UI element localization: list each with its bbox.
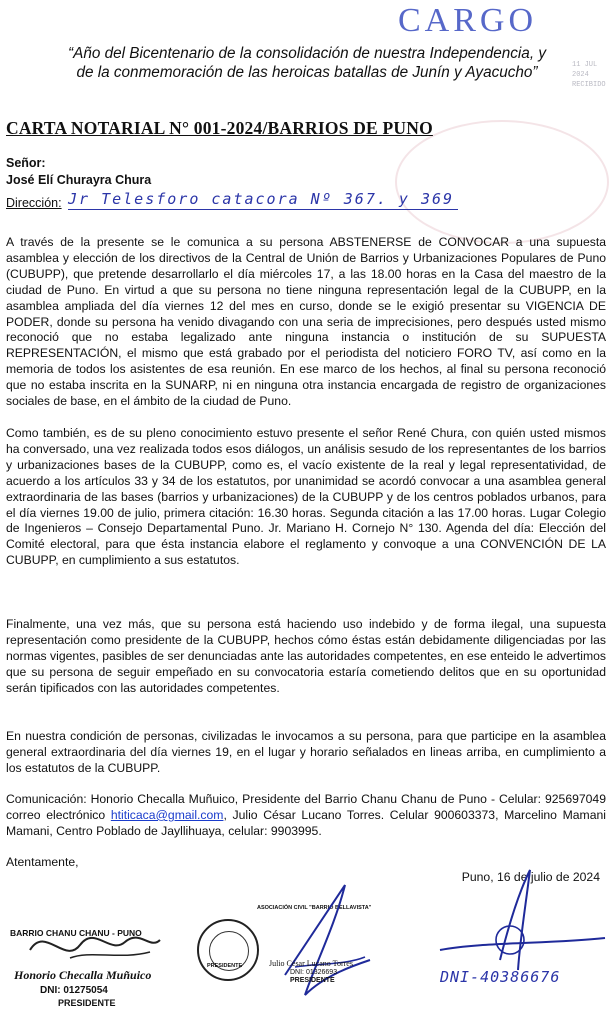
- signature-1-dni: DNI: 01275054: [40, 985, 108, 996]
- body-paragraph-1: A través de la presente se le comunica a su persona ABSTENERSE de CONVOCAR a una supuesta asamblea y elección de los directivos de la Central de Unión de Barrios y Urbanizaciones Populares de Puno (CUBUPP), que pretende desarrollarlo el día miércoles 17, a las 18.00 horas en la Casa del maestro de la ciudad de Puno. En virtud a que su persona no tiene ninguna representación legal de la CUBUPP, en la asamblea ampliada del día viernes 12 del mes en curso, donde se le exigió presentar su VIGENCIA DE PODER, donde su persona ha venido divagando con una seria de imprecisiones, pero después usted mismo reconoció que no estaba legalizado ante ninguna instancia o institución de su SUPUESTA REPRESENTACIÓN, el mismo que está grabado por el periodista del noticiero FORO TV, así como en la memoria de todos los asistentes de esa reunión. En ese marco de los hechos, al final su persona reconoció que no estaba inscrita en la SUNARP, ni en ninguna otra instancia encargada de registro de organizaciones sociales de base, en el ámbito de la ciudad de Puno.: [6, 235, 606, 409]
- faint-reception-stamp: 11 JUL 2024 RECIBIDO: [572, 61, 606, 89]
- letter-title: CARTA NOTARIAL N° 001-2024/BARRIOS DE PUNO: [6, 118, 433, 138]
- body-paragraph-4: En nuestra condición de personas, civilizadas le invocamos a su persona, para que participe en la asamblea general extraordinaria del día viernes 19, en el lugar y horario señalados en lineas arriba, en cumplimiento a los estatutos de la CUBUPP.: [6, 729, 606, 775]
- header-quote: [10, 44, 604, 82]
- contact-paragraph: [6, 792, 606, 840]
- signature-1-name: Honorio Checalla Muñuico: [14, 968, 152, 982]
- signature-block-2: [195, 905, 385, 1020]
- signature-1-org: BARRIO CHANU CHANU - PUNO: [10, 928, 142, 938]
- header-quote-line-1: “Año del Bicentenario de la consolidación de nuestra Independencia, y: [68, 45, 546, 62]
- contact-text-after: , Julio César Lucano Torres. Celular 900603373, Marcelino Mamani Mamani, Centro Poblado de Jayllihuaya, celular: 9903995.: [6, 807, 606, 838]
- address-underline: [68, 209, 458, 210]
- place-date: Puno, 16 de julio de 2024: [461, 870, 600, 884]
- signature-2-org: ASOCIACIÓN CIVIL "BARRIO BELLAVISTA": [257, 905, 372, 911]
- signature-2-role: PRESIDENTE: [290, 977, 335, 984]
- address-row: [6, 192, 456, 214]
- closing: Atentamente,: [6, 855, 79, 869]
- address-label: Dirección:: [6, 196, 62, 210]
- recipient-name: José Elí Churayra Chura: [6, 173, 152, 187]
- seal-text: PRESIDENTE: [207, 963, 243, 969]
- signature-1-role: PRESIDENTE: [58, 998, 116, 1008]
- signature-2-dni: DNI: 01326693: [290, 969, 338, 976]
- contact-text-before: Comunicación: Honorio Checalla Muñuico, Presidente del Barrio Chanu Chanu de Puno - Celular: 925697049 correo electrónico: [6, 792, 606, 822]
- body-paragraph-2: Como también, es de su pleno conocimiento estuvo presente el señor René Chura, con quién usted mismos ha conversado, una vez realizada todos esos diálogos, un análisis sesudo de los representantes de los barrios y urbanizaciones bases de la CUBUPP, como es, el vacío existente de la real y legal representatividad, de acuerdo a los artículos 33 y 34 de los estatutos, por unanimidad se acordó convocar a una asamblea general extraordinaria de las bases (barrios y urbanizaciones) de la CUBUPP y de los centros poblados urbanos, para el día viernes 19.00 de julio, primera citación: 16.30 horas. Segunda citación a las 17.00 horas. Lugar Colegio de Ingenieros – Consejo Departamental Puno. Jr. Mariano H. Cornejo N° 130. Agenda del día: Elección del Comité electoral, para que ésta instancia elabore el reglamento y convoque a una CONVENCIÓN DE LA CUBUPP, en cumplimiento a sus estatutos.: [6, 426, 606, 568]
- signature-3-handwritten-dni: DNI-40386676: [440, 968, 561, 986]
- signature-block-1: [10, 920, 180, 1020]
- signature-3-ink: [430, 880, 614, 980]
- body-paragraph-3: Finalmente, una vez más, que su persona está haciendo uso indebido y de forma ilegal, una supuesta representación como presidente de la CUBUPP, hechos cómo éstas están debidamente diligenciadas por las normas vigentes, pasibles de ser denunciadas ante las autoridades competentes, en ese enteido le advertimos que su persona de seguir empeñado en su convocatoria estaría cometiendo delitos que en su oportunidad serán tipificados con las autoridades competentes.: [6, 617, 606, 695]
- header-quote-line-2: de la conmemoración de las heroicas batallas de Junín y Ayacucho”: [76, 64, 538, 81]
- address-value-handwritten: Jr Telesforo catacora Nº 367. y 369: [68, 190, 455, 208]
- recipient-salutation: Señor:: [6, 156, 46, 170]
- email-link[interactable]: htiticaca@gmail.com: [110, 807, 224, 822]
- signature-block-3: [430, 880, 614, 1020]
- cargo-stamp: CARGO: [398, 2, 538, 39]
- signature-2-name: Julio César Lucano Torres: [269, 959, 353, 968]
